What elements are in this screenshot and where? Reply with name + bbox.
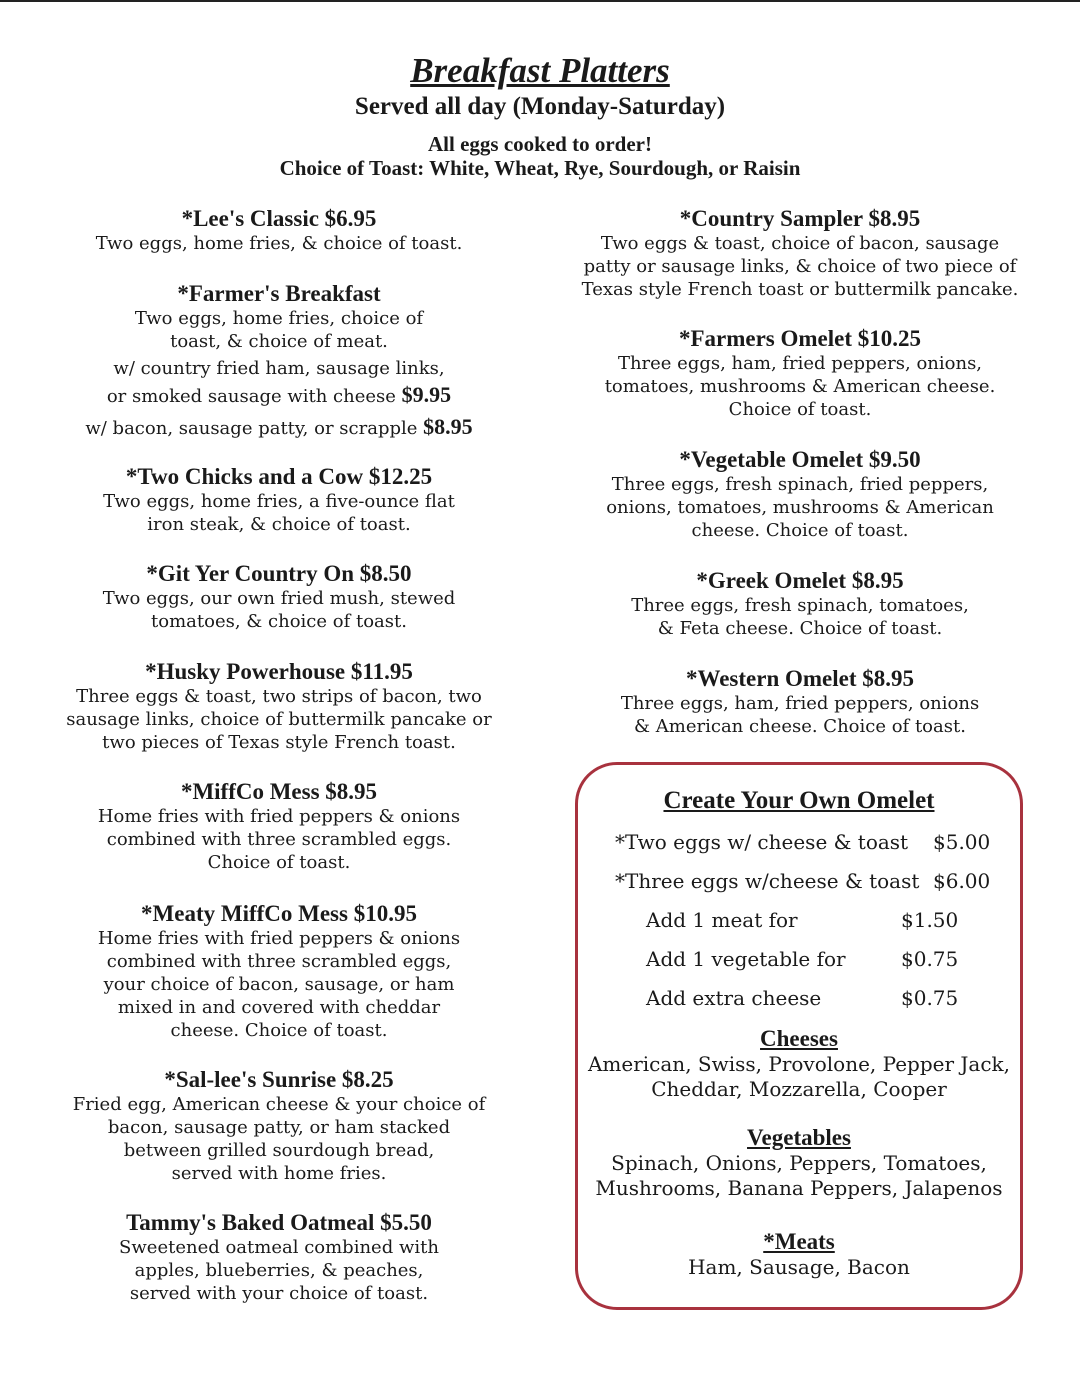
item-description: Home fries with fried peppers & onions combined with three scrambled eggs. Choice of toast. (97, 806, 461, 873)
option-price: $6.00 (933, 869, 991, 893)
item-name: *Vegetable Omelet $9.50 (679, 447, 921, 472)
item-description: Two eggs, home fries, & choice of toast. (95, 233, 463, 254)
menu-item-lees-classic (40, 206, 518, 255)
toast-note: Choice of Toast: White, Wheat, Rye, Sourdough, or Raisin (279, 156, 801, 180)
menu-item-miffco-mess (40, 779, 518, 874)
vegetables-section (578, 1125, 1020, 1201)
item-description: Two eggs & toast, choice of bacon, sausage patty or sausage links, & choice of two piece of Texas style French toast or buttermilk pancake. (581, 233, 1019, 300)
option-price: $1.50 (901, 908, 959, 932)
page-subtitle: Served all day (Monday-Saturday) (354, 93, 726, 120)
option-price: $5.00 (933, 830, 991, 854)
item-name: *Meaty MiffCo Mess $10.95 (141, 901, 417, 926)
option-price: $9.95 (401, 382, 452, 407)
create-your-own-omelet-box (575, 762, 1023, 1310)
option-label: *Two eggs w/ cheese & toast (615, 830, 909, 854)
menu-item-tammys-baked-oatmeal (40, 1210, 518, 1305)
item-description: Sweetened oatmeal combined with apples, blueberries, & peaches, served with your choice of toast. (119, 1237, 439, 1304)
option-price: $8.95 (423, 414, 473, 439)
item-description: Three eggs, fresh spinach, tomatoes, & Feta cheese. Choice of toast. (631, 595, 969, 639)
option-label: Add 1 vegetable for (646, 947, 846, 971)
menu-item-farmers-omelet (560, 326, 1040, 421)
menu-item-meaty-miffco-mess (40, 901, 518, 1042)
menu-item-sal-lees-sunrise (40, 1067, 518, 1185)
meats-heading: *Meats (763, 1229, 835, 1254)
option-price: $0.75 (901, 947, 959, 971)
cheeses-section (578, 1026, 1020, 1102)
item-description: Two eggs, home fries, a five-ounce flat iron steak, & choice of toast. (103, 491, 455, 535)
menu-item-git-yer-country-on (40, 561, 518, 633)
item-name: *Farmers Omelet $10.25 (678, 326, 922, 351)
item-name: *Husky Powerhouse $11.95 (145, 659, 413, 684)
item-name: *Greek Omelet $8.95 (696, 568, 904, 593)
meats-section (578, 1229, 1020, 1280)
item-description: Three eggs, fresh spinach, fried peppers, onions, tomatoes, mushrooms & American cheese. Choice of toast. (606, 474, 994, 541)
item-name: *MiffCo Mess $8.95 (180, 779, 378, 804)
vegetables-heading: Vegetables (747, 1125, 851, 1150)
item-option-bacon-scrapple (40, 412, 518, 444)
menu-item-vegetable-omelet (560, 447, 1040, 542)
menu-item-husky-powerhouse (40, 659, 518, 754)
item-description: Two eggs, our own fried mush, stewed tomatoes, & choice of toast. (102, 588, 456, 632)
menu-item-farmers-breakfast (40, 281, 518, 444)
item-name: *Git Yer Country On $8.50 (146, 561, 412, 586)
eggs-note: All eggs cooked to order! (428, 132, 652, 156)
option-label: Add 1 meat for (646, 908, 798, 932)
item-description: Three eggs, ham, fried peppers, onions & American cheese. Choice of toast. (620, 693, 980, 737)
menu-item-greek-omelet (560, 568, 1040, 640)
item-description: Two eggs, home fries, choice of toast, & choice of meat. (134, 308, 424, 352)
menu-header (0, 52, 1080, 180)
item-name: Tammy's Baked Oatmeal $5.50 (126, 1210, 432, 1235)
cheeses-heading: Cheeses (760, 1026, 838, 1051)
item-name: *Western Omelet $8.95 (685, 666, 915, 691)
option-label: *Three eggs w/cheese & toast (615, 869, 920, 893)
menu-item-western-omelet (560, 666, 1040, 738)
item-name: *Two Chicks and a Cow $12.25 (125, 464, 433, 489)
item-name: *Sal-lee's Sunrise $8.25 (164, 1067, 394, 1092)
item-option-ham-sausage (40, 356, 518, 410)
item-name: *Country Sampler $8.95 (679, 206, 921, 231)
option-text: w/ country fried ham, sausage links, or smoked sausage with cheese (106, 358, 445, 407)
cheeses-list: American, Swiss, Provolone, Pepper Jack, Cheddar, Mozzarella, Cooper (587, 1052, 1011, 1101)
item-name: *Farmer's Breakfast (177, 281, 381, 306)
create-omelet-title: Create Your Own Omelet (663, 787, 935, 814)
menu-item-two-chicks-and-a-cow (40, 464, 518, 536)
item-name: *Lee's Classic $6.95 (181, 206, 377, 231)
option-price: $0.75 (901, 986, 959, 1010)
option-text: w/ bacon, sausage patty, or scrapple (85, 418, 418, 439)
page-title: Breakfast Platters (410, 51, 670, 90)
vegetables-list: Spinach, Onions, Peppers, Tomatoes, Mushrooms, Banana Peppers, Jalapenos (595, 1151, 1003, 1200)
menu-item-country-sampler (560, 206, 1040, 301)
top-border-line (0, 0, 1080, 2)
item-description: Three eggs, ham, fried peppers, onions, tomatoes, mushrooms & American cheese. Choice of toast. (604, 353, 996, 420)
option-label: Add extra cheese (646, 986, 822, 1010)
item-description: Three eggs & toast, two strips of bacon, two sausage links, choice of buttermilk pancake or two pieces of Texas style French toast. (66, 686, 492, 753)
item-description: Fried egg, American cheese & your choice of bacon, sausage patty, or ham stacked between grilled sourdough bread, served with home fries. (72, 1094, 486, 1184)
meats-list: Ham, Sausage, Bacon (688, 1255, 910, 1279)
item-description: Home fries with fried peppers & onions combined with three scrambled eggs, your choice of bacon, sausage, or ham mixed in and covered with cheddar cheese. Choice of toast. (97, 928, 461, 1041)
